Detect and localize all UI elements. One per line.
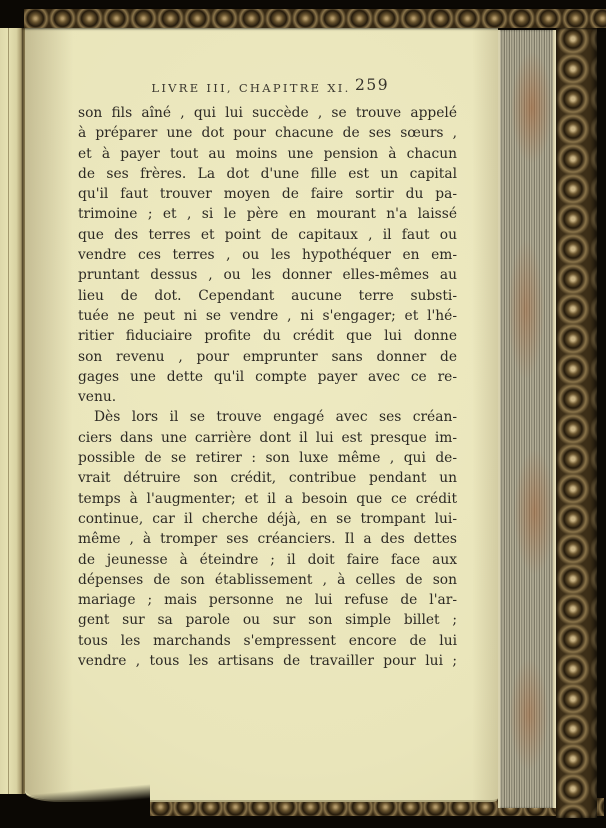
text-line: lieu de dot. Cependant aucune terre substi- [78,287,457,304]
text-line: Dès lors il se trouve engagé avec ses créan- [94,409,457,426]
fore-edge-pages [498,30,558,808]
text-line: vendre , tous les artisans de travailler pour lui ; [78,653,457,670]
text-line: ciers dans une carrière dont il lui est presque im- [78,429,457,446]
text-line: gent sur sa parole ou sur son simple billet ; [78,612,457,629]
text-line: continue, car il cherche déjà, en se trompant lui- [78,510,457,527]
paragraph [78,103,457,407]
text-line: tuée ne peut ni se vendre , ni s'engager; et l'hé- [78,307,457,324]
text-line: tous les marchands s'empressent encore de lui [78,632,457,649]
text-block [78,103,457,671]
text-line: même , à tromper ses créanciers. Il a des dettes [78,531,457,548]
text-line: son fils aîné , qui lui succède , se trouve appelé [78,105,457,121]
text-line: dépenses de son établissement , à celles de son [78,571,457,588]
text-line: son revenu , pour emprunter sans donner de [78,348,457,365]
background-corner-bottom-left [0,780,150,828]
text-line: vrait détruire son crédit, contribue pendant un [78,470,457,487]
book-cover-right-edge [556,24,597,818]
text-line: de jeunesse à éteindre ; il doit faire face aux [78,551,457,568]
text-line: possible de se retirer : son luxe même , qui de- [78,450,457,467]
text-line: mariage ; mais personne ne lui refuse de l'ar- [78,592,457,609]
text-line: que des terres et point de capitaux , il faut ou [78,226,457,243]
text-line: qu'il faut trouver moyen de faire sortir du pa- [78,186,457,203]
text-line: de ses frères. La dot d'une fille est un capital [78,165,457,182]
book-cover-top-edge [22,9,606,28]
text-line: vendre ces terres , ou les hypothéquer en em- [78,247,457,264]
book-page [25,24,498,802]
facing-page-edge [0,26,22,794]
text-line: ritier fiduciaire profite du crédit que lui donne [78,328,457,345]
text-line: gages une dette qu'il compte payer avec ce re- [78,368,457,385]
text-line: venu. [78,389,117,406]
paragraph [78,407,457,671]
text-line: trimoine ; et , si le père en mourant n'a laissé [78,206,457,223]
background-corner-top-left [0,0,24,28]
text-line: temps à l'augmenter; et il a besoin que ce crédit [78,490,457,507]
running-title: LIVRE III, CHAPITRE XI. [151,81,351,95]
text-line: et à payer tout au moins une pension à chacun [78,145,457,162]
inner-crease-line [8,26,9,794]
text-line: à préparer une dot pour chacune de ses sœurs , [78,125,457,142]
text-line: pruntant dessus , ou les donner elles-mêmes au [78,267,457,284]
page-number: 259 [355,76,390,94]
